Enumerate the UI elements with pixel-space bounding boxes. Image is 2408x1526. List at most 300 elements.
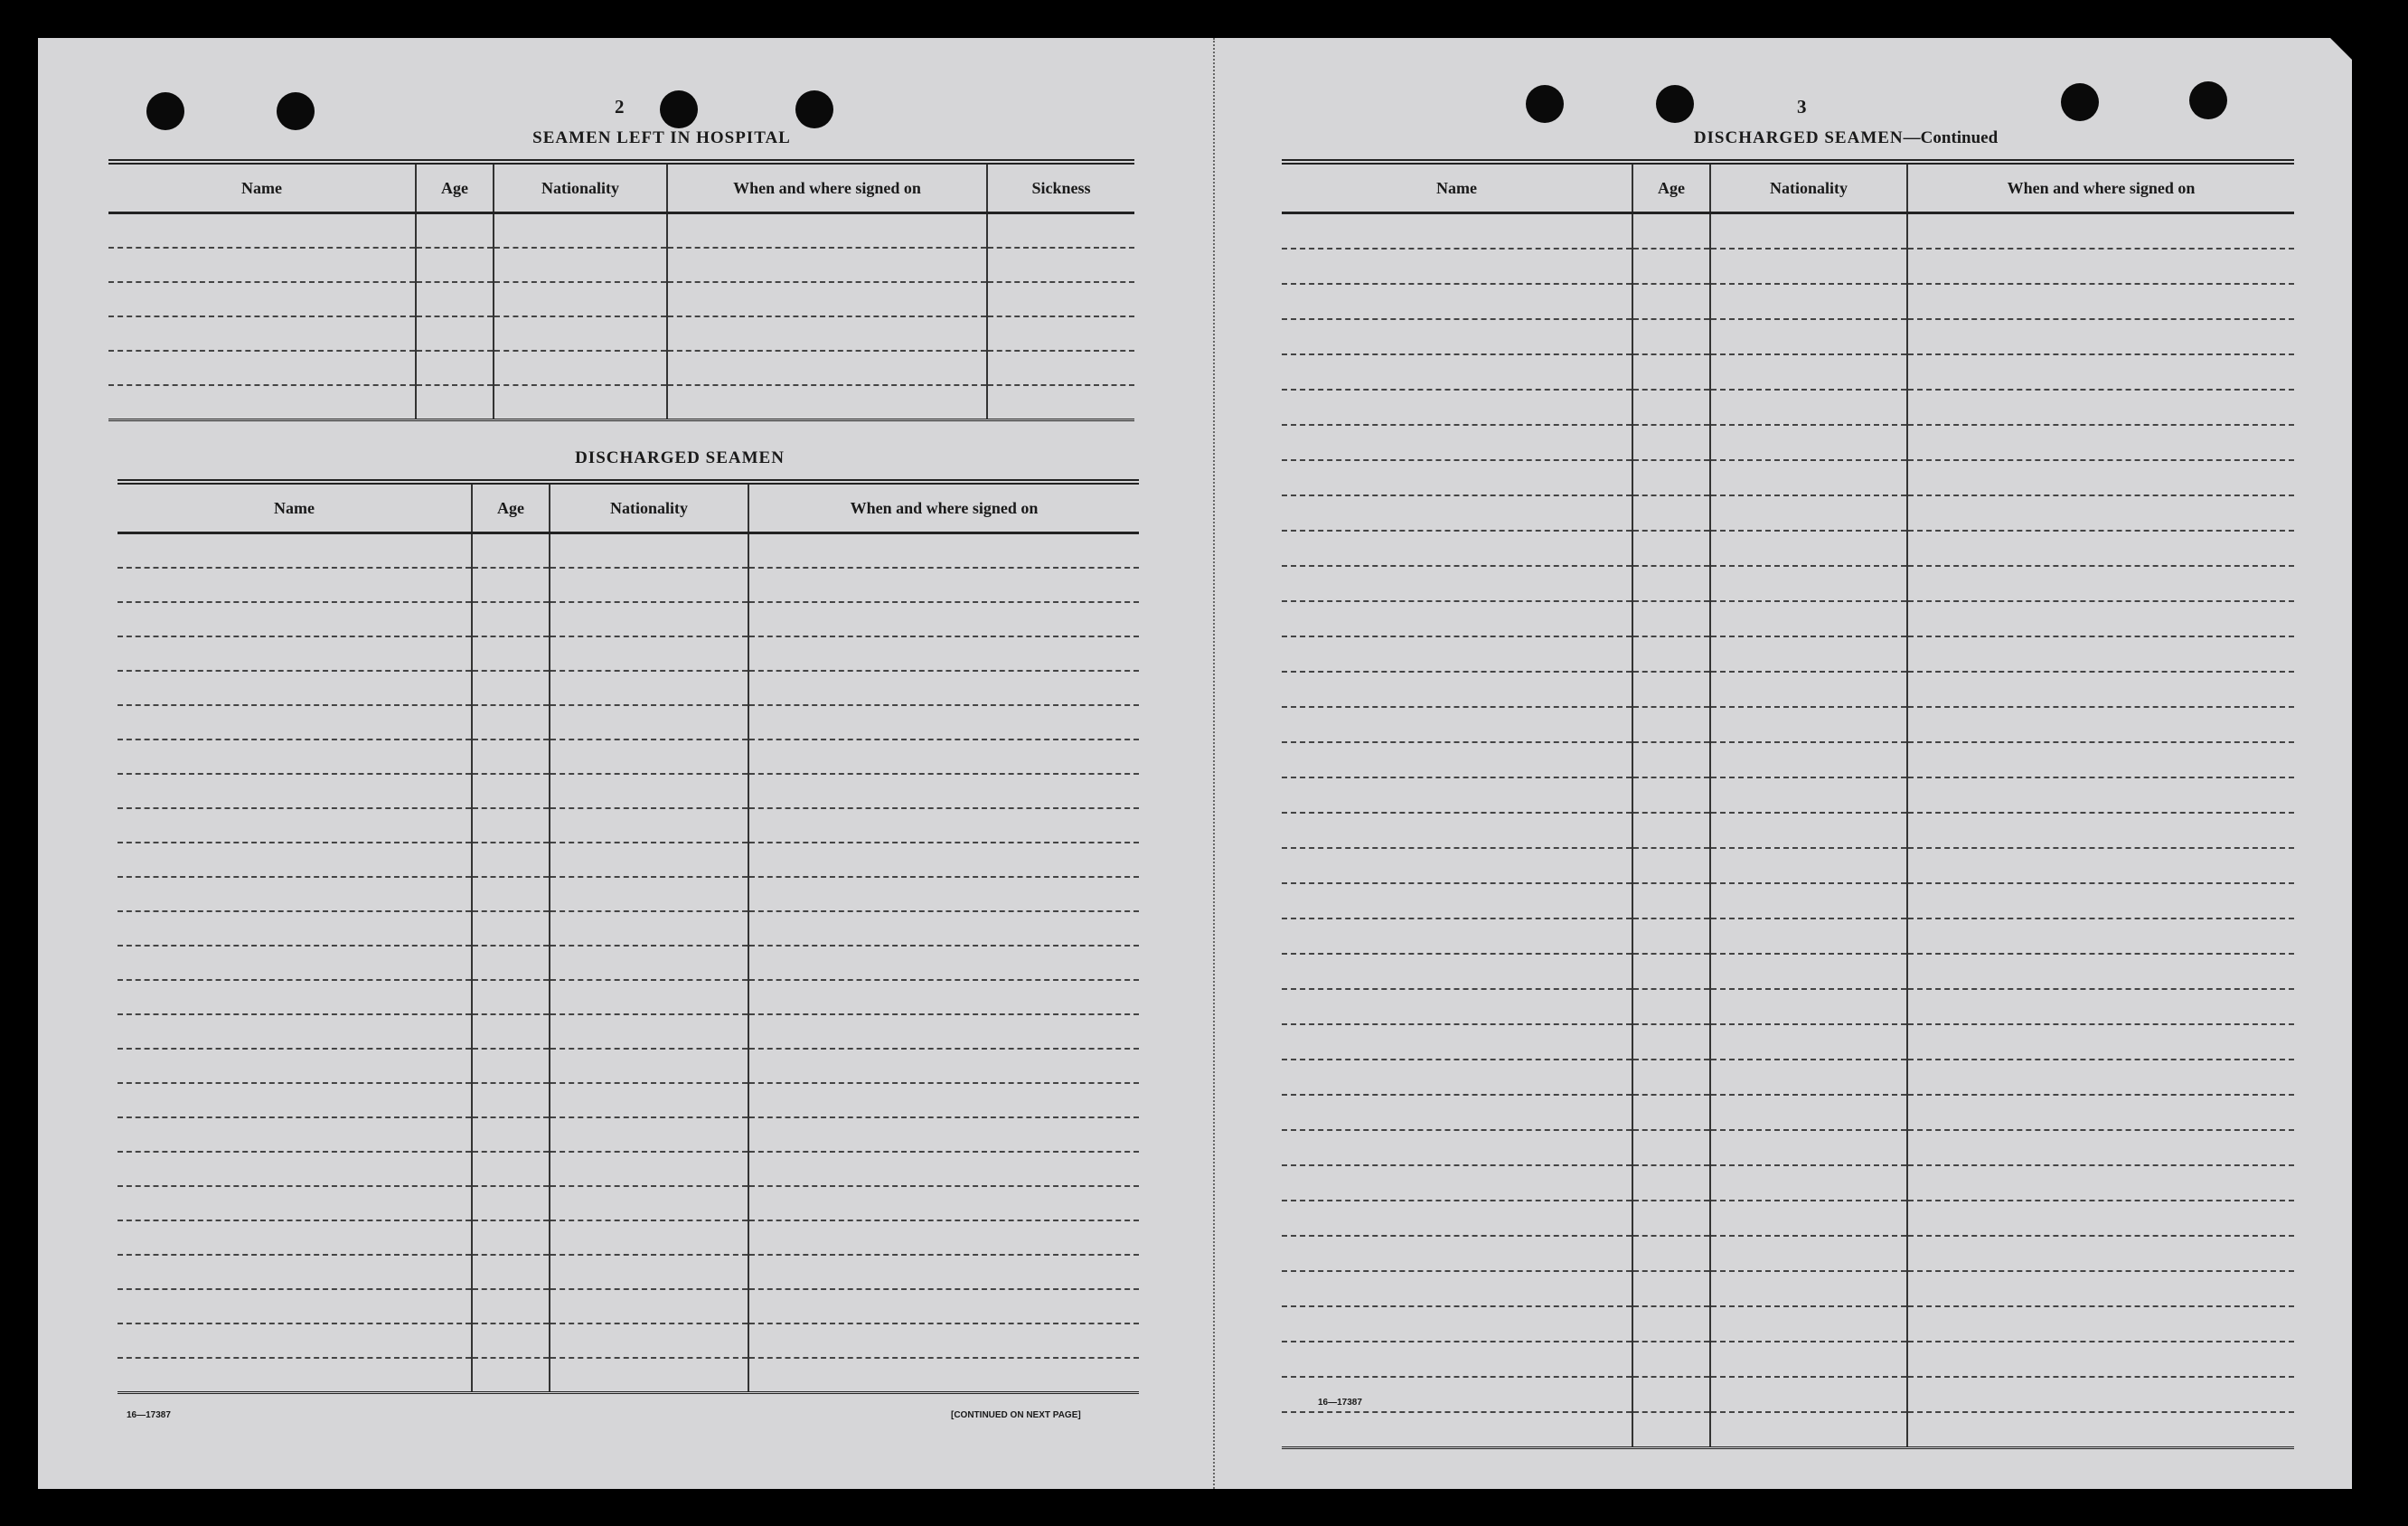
table-cell <box>494 316 667 351</box>
table-cell <box>472 946 550 980</box>
table-cell <box>472 1358 550 1393</box>
table-row <box>118 533 1139 569</box>
table-cell <box>748 1014 1139 1049</box>
column-header-name: Name <box>108 162 416 213</box>
table-cell <box>472 1186 550 1220</box>
table-cell <box>1710 1306 1907 1342</box>
table-cell <box>472 911 550 946</box>
table-row <box>118 636 1139 671</box>
table-cell <box>1710 813 1907 848</box>
table-cell <box>550 808 748 843</box>
table-cell <box>118 946 472 980</box>
table-row <box>108 385 1134 420</box>
table-cell <box>1632 742 1710 777</box>
table-row <box>1282 672 2294 707</box>
table-row <box>1282 1201 2294 1236</box>
table-row <box>1282 1236 2294 1271</box>
table-cell <box>748 946 1139 980</box>
table-cell <box>748 739 1139 774</box>
table-cell <box>550 705 748 739</box>
table-cell <box>987 248 1134 282</box>
table-cell <box>550 1049 748 1083</box>
table-cell <box>1282 1095 1632 1130</box>
table-cell <box>1710 284 1907 319</box>
table-row <box>1282 1271 2294 1306</box>
table-row <box>1282 1095 2294 1130</box>
table-cell <box>1907 1306 2294 1342</box>
table-cell <box>416 213 494 249</box>
table-row <box>1282 1342 2294 1377</box>
table-cell <box>1632 636 1710 672</box>
table-cell <box>472 1220 550 1255</box>
table-cell <box>1632 460 1710 495</box>
table-cell <box>1632 1024 1710 1060</box>
table-cell <box>1710 954 1907 989</box>
table-cell <box>1282 249 1632 284</box>
table-row <box>1282 883 2294 918</box>
table-cell <box>416 351 494 385</box>
table-cell <box>748 1255 1139 1289</box>
table-cell <box>118 1117 472 1152</box>
column-header-nationality: Nationality <box>1710 162 1907 213</box>
table-cell <box>1710 1412 1907 1448</box>
table-row <box>1282 390 2294 425</box>
table-cell <box>1710 354 1907 390</box>
table-cell <box>1282 742 1632 777</box>
table-row <box>1282 213 2294 250</box>
table-cell <box>1632 1130 1710 1165</box>
table-cell <box>1632 1306 1710 1342</box>
table-header-row <box>1282 162 2294 213</box>
table-cell <box>1282 848 1632 883</box>
section-title-suffix: —Continued <box>1903 128 1999 147</box>
table-cell <box>1907 848 2294 883</box>
table-row <box>118 568 1139 602</box>
column-header-age: Age <box>1632 162 1710 213</box>
table-cell <box>108 282 416 316</box>
table-cell <box>1907 425 2294 460</box>
table-cell <box>1632 672 1710 707</box>
table-row <box>118 1014 1139 1049</box>
table-cell <box>748 705 1139 739</box>
table-cell <box>118 1014 472 1049</box>
table-cell <box>748 568 1139 602</box>
table-cell <box>1710 1342 1907 1377</box>
table-cell <box>494 282 667 316</box>
table-cell <box>118 1049 472 1083</box>
table-row <box>1282 354 2294 390</box>
table-cell <box>550 1255 748 1289</box>
table-cell <box>667 385 987 420</box>
table-cell <box>1632 390 1710 425</box>
table-cell <box>1710 495 1907 531</box>
table-cell <box>472 636 550 671</box>
table-row <box>1282 1024 2294 1060</box>
column-header-signed-on: When and where signed on <box>748 482 1139 533</box>
table-cell <box>1282 918 1632 954</box>
table-cell <box>748 980 1139 1014</box>
table-cell <box>1282 1165 1632 1201</box>
table-row <box>118 1255 1139 1289</box>
discharged-table <box>118 479 1139 1394</box>
table-cell <box>748 911 1139 946</box>
table-row <box>1282 531 2294 566</box>
table-cell <box>1710 566 1907 601</box>
table-cell <box>1282 777 1632 813</box>
table-cell <box>550 533 748 569</box>
table-cell <box>494 213 667 249</box>
table-cell <box>118 1083 472 1117</box>
table-row <box>1282 742 2294 777</box>
table-row <box>1282 495 2294 531</box>
table-cell <box>1632 918 1710 954</box>
table-cell <box>118 808 472 843</box>
table-row <box>1282 636 2294 672</box>
column-header-nationality: Nationality <box>550 482 748 533</box>
table-cell <box>1907 918 2294 954</box>
table-row <box>1282 425 2294 460</box>
table-cell <box>1282 1271 1632 1306</box>
table-cell <box>1710 601 1907 636</box>
table-row <box>108 351 1134 385</box>
table-row <box>108 248 1134 282</box>
table-cell <box>118 1289 472 1323</box>
table-cell <box>1710 531 1907 566</box>
table-cell <box>108 385 416 420</box>
punch-hole <box>277 92 315 130</box>
table-cell <box>1632 566 1710 601</box>
table-cell <box>1632 1095 1710 1130</box>
table-cell <box>1710 672 1907 707</box>
table-cell <box>1632 1342 1710 1377</box>
table-cell <box>1907 1201 2294 1236</box>
table-cell <box>1632 249 1710 284</box>
table-cell <box>1632 848 1710 883</box>
table-cell <box>987 282 1134 316</box>
table-cell <box>550 1014 748 1049</box>
section-title-discharged: DISCHARGED SEAMEN <box>575 448 785 467</box>
table-cell <box>1282 636 1632 672</box>
table-row <box>108 282 1134 316</box>
table-cell <box>550 877 748 911</box>
punch-hole <box>795 90 833 128</box>
table-cell <box>550 671 748 705</box>
column-header-nationality: Nationality <box>494 162 667 213</box>
column-header-sickness: Sickness <box>987 162 1134 213</box>
table-cell <box>748 1117 1139 1152</box>
table-row <box>1282 1412 2294 1448</box>
section-title-text: DISCHARGED SEAMEN <box>1693 128 1904 147</box>
table-cell <box>1710 460 1907 495</box>
table-row <box>118 911 1139 946</box>
table-cell <box>1710 1060 1907 1095</box>
table-cell <box>667 351 987 385</box>
table-row <box>1282 1377 2294 1412</box>
table-row <box>118 705 1139 739</box>
table-row <box>118 946 1139 980</box>
page-fold <box>1213 38 1218 1489</box>
table-cell <box>1632 989 1710 1024</box>
table-cell <box>1710 848 1907 883</box>
table-cell <box>472 568 550 602</box>
table-cell <box>1632 354 1710 390</box>
table-cell <box>1632 1201 1710 1236</box>
table-row <box>108 316 1134 351</box>
column-header-signed-on: When and where signed on <box>1907 162 2294 213</box>
punch-hole <box>146 92 184 130</box>
table-cell <box>1282 425 1632 460</box>
table-cell <box>748 671 1139 705</box>
table-cell <box>1710 390 1907 425</box>
table-cell <box>1710 425 1907 460</box>
table-cell <box>1632 813 1710 848</box>
table-row <box>118 980 1139 1014</box>
table-cell <box>1282 284 1632 319</box>
table-row <box>1282 1130 2294 1165</box>
table-cell <box>472 1049 550 1083</box>
table-row <box>1282 777 2294 813</box>
table-row <box>1282 601 2294 636</box>
form-number: 16—17387 <box>127 1410 171 1420</box>
table-row <box>1282 989 2294 1024</box>
table-cell <box>1907 1412 2294 1448</box>
table-cell <box>550 1289 748 1323</box>
table-cell <box>1907 954 2294 989</box>
table-cell <box>1632 1236 1710 1271</box>
table-cell <box>472 705 550 739</box>
table-cell <box>550 1186 748 1220</box>
table-row <box>118 1049 1139 1083</box>
table-cell <box>667 282 987 316</box>
table-cell <box>118 671 472 705</box>
table-row <box>1282 284 2294 319</box>
table-cell <box>416 248 494 282</box>
table-cell <box>472 1083 550 1117</box>
table-cell <box>1282 1236 1632 1271</box>
table-cell <box>1282 601 1632 636</box>
table-cell <box>550 774 748 808</box>
table-cell <box>748 843 1139 877</box>
table-cell <box>1710 1377 1907 1412</box>
scanned-document <box>38 38 2352 1489</box>
table-cell <box>472 808 550 843</box>
table-cell <box>472 877 550 911</box>
column-header-name: Name <box>118 482 472 533</box>
table-cell <box>1282 354 1632 390</box>
table-cell <box>494 385 667 420</box>
table-cell <box>1710 1165 1907 1201</box>
table-cell <box>1907 1130 2294 1165</box>
table-cell <box>748 808 1139 843</box>
table-cell <box>118 1152 472 1186</box>
table-cell <box>1282 566 1632 601</box>
table-row <box>1282 319 2294 354</box>
table-cell <box>748 1323 1139 1358</box>
table-cell <box>1907 813 2294 848</box>
table-cell <box>748 533 1139 569</box>
table-cell <box>1907 495 2294 531</box>
table-cell <box>118 774 472 808</box>
discharged-continued-table <box>1282 159 2294 1449</box>
table-cell <box>748 1186 1139 1220</box>
table-cell <box>1710 883 1907 918</box>
table-cell <box>550 602 748 636</box>
punch-hole <box>660 90 698 128</box>
table-cell <box>1907 1165 2294 1201</box>
table-cell <box>748 1220 1139 1255</box>
table-cell <box>472 843 550 877</box>
table-cell <box>118 1220 472 1255</box>
table-row <box>1282 1165 2294 1201</box>
table-cell <box>1282 460 1632 495</box>
punch-hole <box>1656 85 1694 123</box>
table-row <box>1282 918 2294 954</box>
table-cell <box>1710 1095 1907 1130</box>
table-cell <box>1710 918 1907 954</box>
table-cell <box>472 1152 550 1186</box>
table-cell <box>550 843 748 877</box>
table-row <box>118 1323 1139 1358</box>
table-cell <box>550 636 748 671</box>
table-cell <box>472 1014 550 1049</box>
table-cell <box>472 739 550 774</box>
continued-note: [CONTINUED ON NEXT PAGE] <box>951 1410 1081 1420</box>
table-cell <box>550 568 748 602</box>
table-cell <box>118 602 472 636</box>
table-cell <box>550 1323 748 1358</box>
table-cell <box>1710 777 1907 813</box>
table-cell <box>1282 813 1632 848</box>
table-row <box>108 213 1134 249</box>
table-cell <box>1282 495 1632 531</box>
table-cell <box>1632 1377 1710 1412</box>
table-cell <box>550 1152 748 1186</box>
table-row <box>118 739 1139 774</box>
table-cell <box>1632 1271 1710 1306</box>
table-cell <box>1710 1024 1907 1060</box>
table-row <box>118 808 1139 843</box>
table-cell <box>1282 390 1632 425</box>
table-cell <box>1710 636 1907 672</box>
table-cell <box>1632 213 1710 250</box>
table-cell <box>1907 566 2294 601</box>
table-row <box>1282 249 2294 284</box>
table-row <box>118 843 1139 877</box>
table-cell <box>108 248 416 282</box>
column-header-age: Age <box>472 482 550 533</box>
table-cell <box>1282 1342 1632 1377</box>
table-cell <box>1907 460 2294 495</box>
table-cell <box>1282 1060 1632 1095</box>
table-cell <box>1907 636 2294 672</box>
table-cell <box>1907 1024 2294 1060</box>
table-cell <box>550 980 748 1014</box>
table-cell <box>118 1323 472 1358</box>
table-cell <box>1907 319 2294 354</box>
table-cell <box>118 636 472 671</box>
table-cell <box>472 671 550 705</box>
table-row <box>1282 1060 2294 1095</box>
table-cell <box>472 1289 550 1323</box>
table-cell <box>550 911 748 946</box>
table-cell <box>667 316 987 351</box>
table-cell <box>1907 742 2294 777</box>
table-cell <box>1282 1024 1632 1060</box>
table-cell <box>1632 954 1710 989</box>
table-cell <box>550 946 748 980</box>
table-cell <box>472 980 550 1014</box>
table-cell <box>118 568 472 602</box>
table-cell <box>987 351 1134 385</box>
table-cell <box>1632 531 1710 566</box>
table-cell <box>1282 319 1632 354</box>
table-cell <box>118 980 472 1014</box>
table-cell <box>1632 1412 1710 1448</box>
table-cell <box>1710 1130 1907 1165</box>
table-cell <box>987 213 1134 249</box>
table-cell <box>1907 354 2294 390</box>
table-cell <box>1710 707 1907 742</box>
table-cell <box>1282 883 1632 918</box>
table-cell <box>748 1049 1139 1083</box>
table-cell <box>1907 707 2294 742</box>
table-cell <box>1710 1201 1907 1236</box>
page-number: 2 <box>615 96 625 118</box>
table-cell <box>748 1152 1139 1186</box>
table-cell <box>1282 213 1632 250</box>
table-cell <box>1632 425 1710 460</box>
column-header-age: Age <box>416 162 494 213</box>
table-cell <box>748 774 1139 808</box>
punch-hole <box>2061 83 2099 121</box>
table-cell <box>108 213 416 249</box>
table-cell <box>1907 672 2294 707</box>
table-cell <box>1632 883 1710 918</box>
table-cell <box>1907 1377 2294 1412</box>
table-cell <box>1907 531 2294 566</box>
table-cell <box>118 843 472 877</box>
table-cell <box>1282 1412 1632 1448</box>
table-cell <box>1907 883 2294 918</box>
hospital-table <box>108 159 1134 421</box>
table-cell <box>1282 531 1632 566</box>
table-cell <box>416 282 494 316</box>
table-cell <box>748 1358 1139 1393</box>
table-cell <box>1632 1060 1710 1095</box>
table-row <box>1282 1306 2294 1342</box>
table-cell <box>1710 249 1907 284</box>
table-cell <box>108 351 416 385</box>
table-cell <box>1710 989 1907 1024</box>
table-cell <box>118 739 472 774</box>
table-cell <box>1907 249 2294 284</box>
table-cell <box>118 1255 472 1289</box>
table-cell <box>1710 1271 1907 1306</box>
form-number: 16—17387 <box>1318 1398 1362 1408</box>
table-cell <box>1907 1271 2294 1306</box>
table-cell <box>1907 213 2294 250</box>
table-row <box>118 774 1139 808</box>
page-number: 3 <box>1797 96 1807 118</box>
table-row <box>118 1186 1139 1220</box>
table-cell <box>748 1289 1139 1323</box>
table-row <box>118 1220 1139 1255</box>
table-row <box>118 1358 1139 1393</box>
table-cell <box>1907 777 2294 813</box>
table-cell <box>1632 319 1710 354</box>
table-row <box>1282 954 2294 989</box>
table-cell <box>472 1323 550 1358</box>
